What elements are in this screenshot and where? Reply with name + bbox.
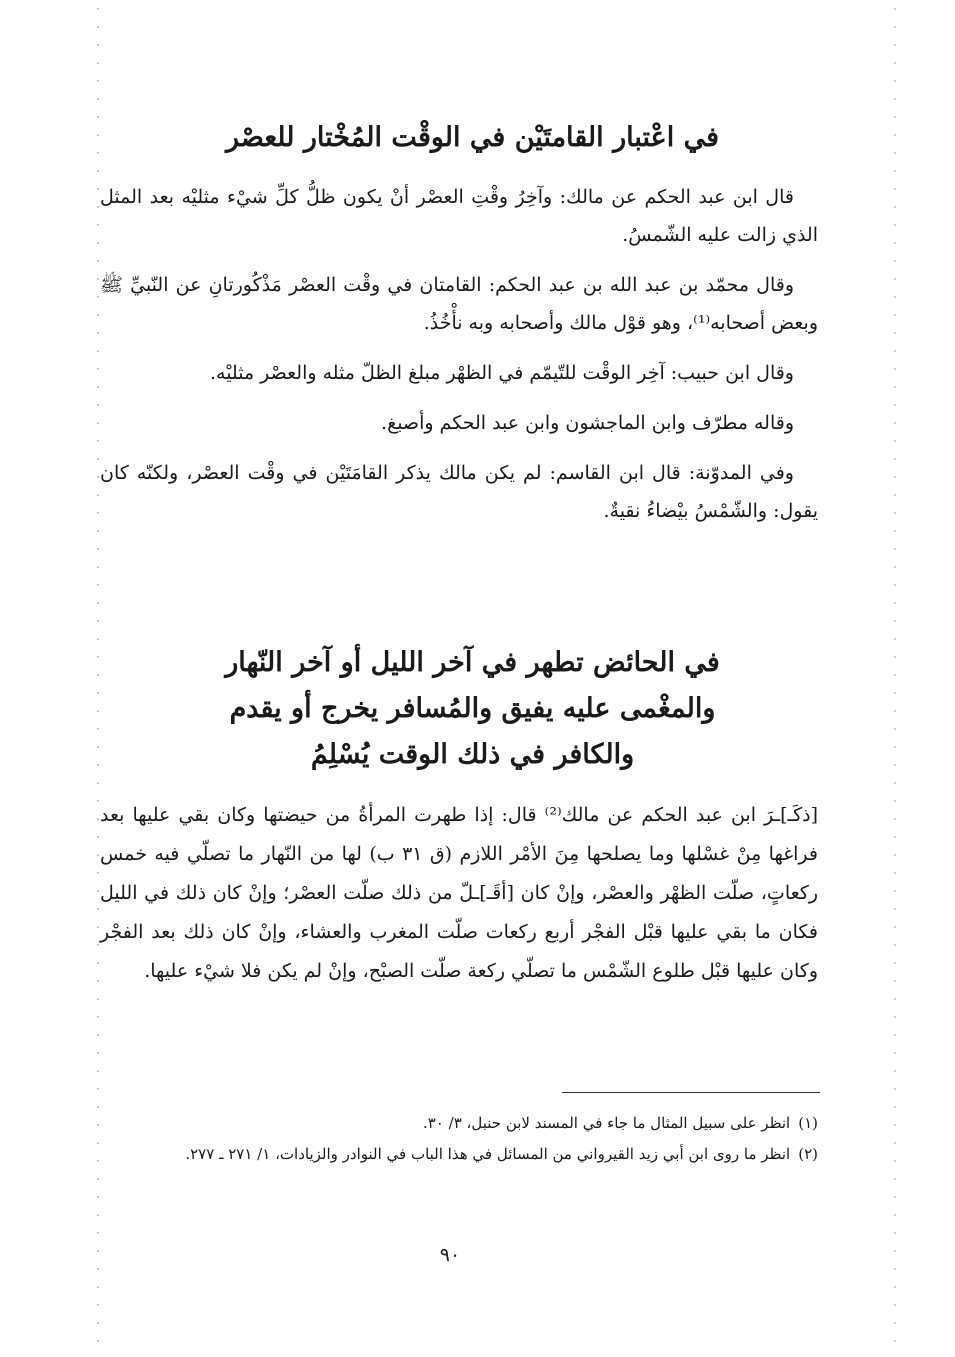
paragraph-ibn-habib: وقال ابن حبيب: آخِر الوقْت للتّيمّم في الظهْر مبلغ الظلّ مثله والعصْر مثليْه. bbox=[209, 362, 794, 384]
footnote-item bbox=[100, 1139, 818, 1170]
page-number: ٩٠ bbox=[439, 1244, 461, 1266]
footnote-item bbox=[100, 1108, 818, 1139]
paragraph-menstruating-woman: [ذكَـ]ـرَ ابن عبد الحكم عن مالك⁽²⁾ قال: إذا طهرت المرأةُ من حيضتها وكان بقي عليها بعد فراغها مِنْ غسْلها وما يصلحها مِنَ الأمْر اللازم (ق ٣١ ب) لها من النّهار ما تصلّي فيه خمس ركعاتٍ، صلّت الظهْر والعصْر، وإنْ كان [أقَـ]ـلّ من ذلك صلّت العصْر؛ وإنْ كان ذلك في الليل فكان ما بقي عليها قبْل الفجْر أربع ركعات صلّت المغرب والعشاء، وإنْ كان ذلك بعد الفجْر وكان عليها قبْل طلوع الشّمْس ما تصلّي ركعة صلّت الصبْح، وإنْ لم يكن فلا شيْء عليها. bbox=[100, 804, 819, 982]
footnote-text: انظر على سبيل المثال ما جاء في المسند لابن حنبل، ٣/ ٣٠. bbox=[422, 1114, 791, 1132]
footnote-number: (١) bbox=[798, 1114, 818, 1132]
paragraph-muhammad-ibn-abd-allah: وقال محمّد بن عبد الله بن عبد الحكم: القامتان في وقْت العصْر مَذْكُورتانِ عن النّبيِّ ﷺ وبعض أصحابه⁽¹⁾، وهو قوْل مالك وأصحابه وبه نأْخُذُ. bbox=[100, 274, 818, 334]
chapter-heading-second bbox=[100, 640, 845, 778]
footnote-text: انظر ما روى ابن أبي زيد القيرواني من المسائل في هذا الباب في النوادر والزيادات، ١/ ٢٧١ ـ ٢٧٧. bbox=[185, 1145, 791, 1163]
section-two-body bbox=[100, 796, 818, 1003]
footnote-divider bbox=[562, 1092, 820, 1093]
heading-line: في الحائض تطهر في آخر الليل أو آخر النّهار bbox=[225, 647, 720, 678]
heading-line: والمغْمى عليه يفيق والمُسافر يخرج أو يقدم bbox=[229, 693, 716, 724]
scan-edge-dots-right bbox=[893, 0, 897, 1357]
footnotes bbox=[100, 1108, 818, 1170]
section-one-body bbox=[100, 178, 818, 542]
paragraph-mutarrif: وقاله مطرّف وابن الماجشون وابن عبد الحكم وأصبغ. bbox=[381, 412, 794, 434]
chapter-heading-first: في اعْتبار القامتَيْن في الوقْت المُخْتار للعصْر bbox=[225, 122, 720, 153]
paragraph-mudawwana: وفي المدوّنة: قال ابن القاسم: لم يكن مالك يذكر القامَتَيْن في وقْت العصْر، ولكنّه كان يقول: والشّمْسُ بيْضاءُ نقيةٌ. bbox=[100, 462, 818, 522]
footnote-number: (٢) bbox=[798, 1145, 818, 1163]
paragraph-ibn-abd-al-hakam: قال ابن عبد الحكم عن مالك: وآخِرُ وقْتِ العصْر أنْ يكون ظلُّ كلِّ شيْء مثليْه بعد المثل الذي زالت عليه الشّمسُ. bbox=[100, 186, 818, 246]
heading-line: والكافر في ذلك الوقت يُسْلِمُ bbox=[310, 739, 635, 770]
